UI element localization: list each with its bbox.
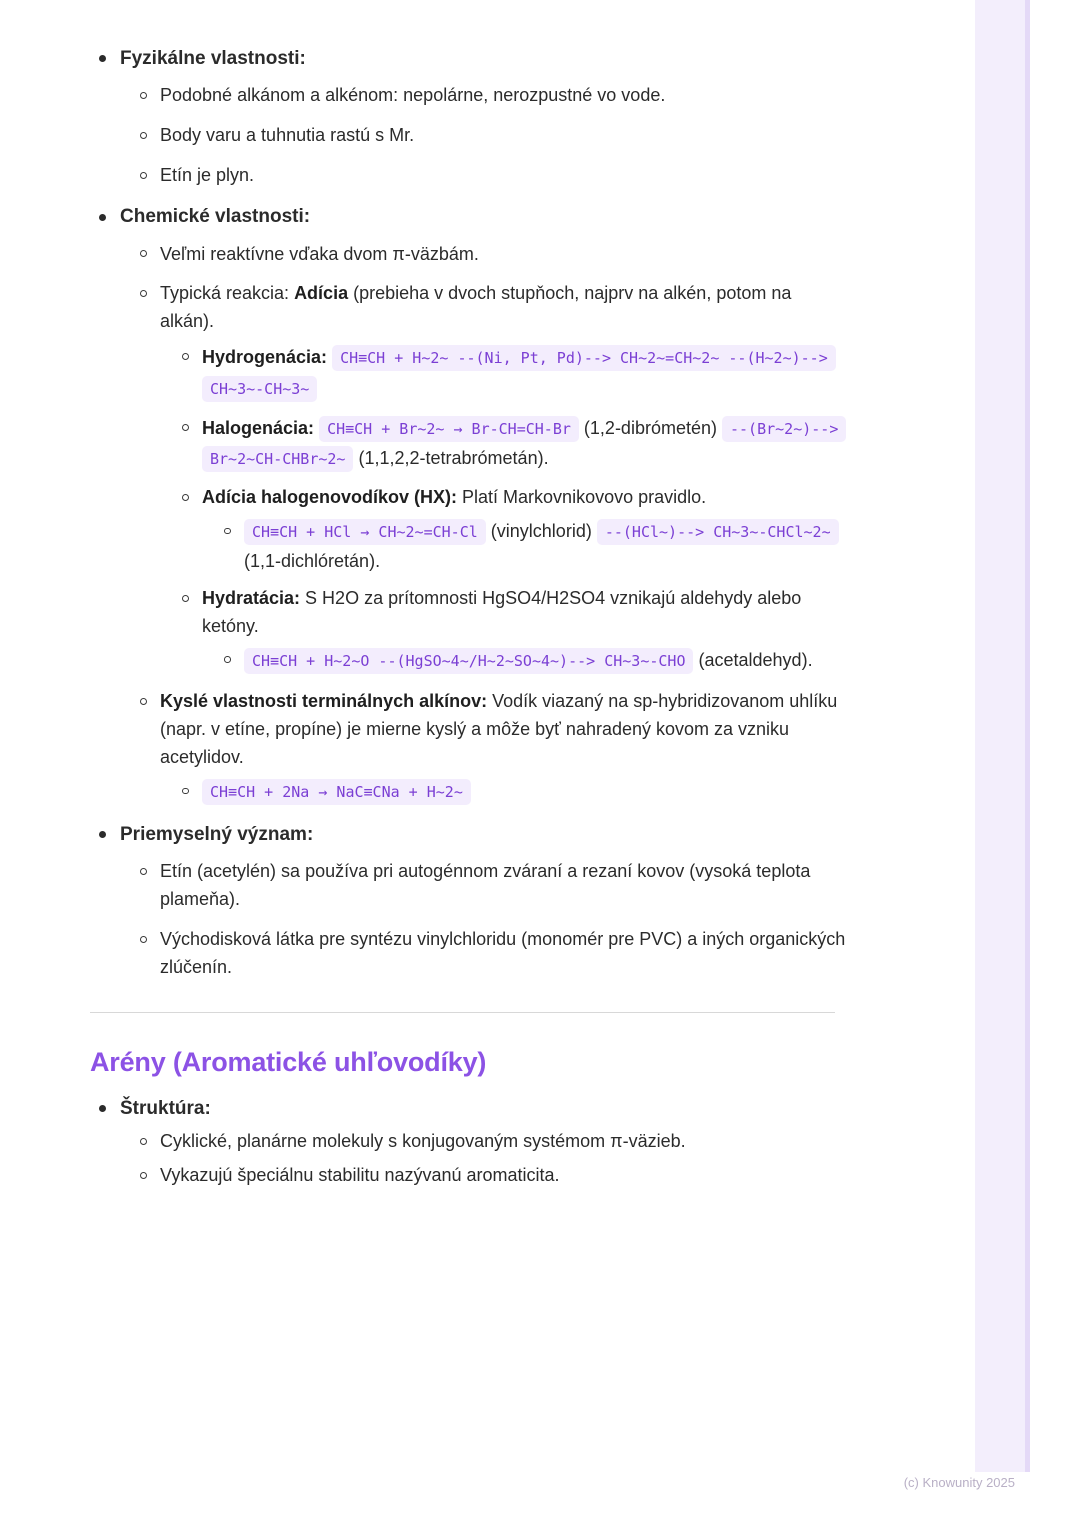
list-item xyxy=(174,777,850,808)
circle-bullet-icon xyxy=(224,656,231,663)
list-item-text: Podobné alkánom a alkénom: nepolárne, nerozpustné vo vode. xyxy=(160,85,666,106)
acidic-properties-text: Vodík viazaný na sp-hybridizovanom uhlíku (napr. v etíne, propíne) je mierne kyslý a môže byť nahradený kovom za vzniku acetylidov. xyxy=(160,691,838,768)
hx-equation-list xyxy=(216,517,850,576)
reaction-name: Hydratácia: xyxy=(202,587,301,608)
section-heading: Štruktúra: xyxy=(120,1097,211,1119)
copyright-watermark: (c) Knowunity 2025 xyxy=(903,1475,1015,1490)
reaction-hx-addition xyxy=(174,484,850,576)
arenes-outline xyxy=(90,1094,850,1190)
outline-root xyxy=(90,44,850,982)
right-margin-edge xyxy=(1025,0,1030,1472)
list-item-text: Vykazujú špeciálnu stabilitu nazývanú aromaticita. xyxy=(160,1165,560,1186)
acidic-equation-list xyxy=(174,777,850,808)
circle-bullet-icon xyxy=(140,250,147,257)
disc-bullet-icon xyxy=(99,831,106,838)
list-item-text: Východisková látka pre syntézu vinylchloridu (monomér pre PVC) a iných organických zlúčenín. xyxy=(160,928,846,977)
circle-bullet-icon xyxy=(140,936,147,943)
reaction-equation: CH≡CH + 2Na → NaC≡CNa + H~2~ xyxy=(202,779,471,805)
circle-bullet-icon xyxy=(140,1172,147,1179)
reaction-product-note: (vinylchlorid) xyxy=(490,521,592,542)
section-arene-structure xyxy=(90,1094,850,1190)
list-item xyxy=(216,517,850,576)
disc-bullet-icon xyxy=(99,55,106,62)
list-item xyxy=(132,82,850,110)
reaction-equation: CH≡CH + Br~2~ → Br-CH=CH-Br xyxy=(319,416,579,442)
reaction-equation-second: --(HCl~)--> CH~3~-CHCl~2~ xyxy=(597,519,839,545)
section-physical-properties xyxy=(90,44,850,190)
disc-bullet-icon xyxy=(99,1105,106,1112)
circle-bullet-icon xyxy=(140,698,147,705)
section-divider xyxy=(90,1012,835,1013)
reaction-type-list xyxy=(174,343,850,676)
reaction-equation: CH≡CH + HCl → CH~2~=CH-Cl xyxy=(244,519,486,545)
list-item xyxy=(132,858,850,914)
reaction-name: Adícia halogenovodíkov (HX): xyxy=(202,487,458,508)
reaction-rule-text: Platí Markovnikovovo pravidlo. xyxy=(457,487,707,508)
section-chemical-properties xyxy=(90,202,850,808)
reaction-description: S H2O za prítomnosti HgSO4/H2SO4 vznikajú aldehydy alebo ketóny. xyxy=(202,587,802,636)
list-item xyxy=(216,646,850,677)
reaction-intro-bold: Adícia xyxy=(294,283,349,304)
list-item xyxy=(132,241,850,269)
chemical-properties-list xyxy=(132,241,850,808)
list-item xyxy=(132,1162,850,1190)
reaction-intro-suffix: (prebieha v dvoch stupňoch, najprv na alkén, potom na alkán). xyxy=(160,283,792,332)
list-item-acidic-properties xyxy=(132,688,850,807)
reaction-product-note: (1,2-dibrómetén) xyxy=(583,417,717,438)
reaction-intro-prefix: Typická reakcia: xyxy=(160,283,295,304)
reaction-product-note-second: (1,1,2,2-tetrabrómetán). xyxy=(358,448,549,469)
industrial-use-list xyxy=(132,858,850,982)
reaction-hydrogenation xyxy=(174,343,850,405)
list-item-text: Body varu a tuhnutia rastú s Mr. xyxy=(160,125,415,146)
acidic-properties-name: Kyslé vlastnosti terminálnych alkínov: xyxy=(160,691,488,712)
circle-bullet-icon xyxy=(140,290,147,297)
page-title-arenes: Arény (Aromatické uhľovodíky) xyxy=(90,1046,487,1077)
arene-structure-list xyxy=(132,1128,850,1190)
right-margin-strip xyxy=(975,0,1025,1472)
circle-bullet-icon xyxy=(182,353,189,360)
document-content xyxy=(90,44,850,1200)
reaction-equation: CH≡CH + H~2~ --(Ni, Pt, Pd)--> CH~2~=CH~2~ --(H~2~)--> CH~3~-CH~3~ xyxy=(202,345,836,402)
reaction-equation-second: --(Br~2~)--> Br~2~CH-CHBr~2~ xyxy=(202,416,846,473)
reaction-product-note-second: (1,1-dichlóretán). xyxy=(244,550,381,571)
reaction-product-note: (acetaldehyd). xyxy=(698,649,813,670)
circle-bullet-icon xyxy=(140,172,147,179)
hydration-equation-list xyxy=(216,646,850,677)
section-heading: Chemické vlastnosti: xyxy=(120,206,311,228)
reaction-halogenation xyxy=(174,414,850,476)
disc-bullet-icon xyxy=(99,214,106,221)
section-heading: Fyzikálne vlastnosti: xyxy=(120,48,306,69)
list-item xyxy=(132,926,850,982)
list-item-text: Etín je plyn. xyxy=(160,165,255,186)
circle-bullet-icon xyxy=(140,92,147,99)
reaction-hydration xyxy=(174,585,850,677)
circle-bullet-icon xyxy=(140,1138,147,1145)
circle-bullet-icon xyxy=(182,788,189,795)
section-industrial-use xyxy=(90,820,850,982)
physical-properties-list xyxy=(132,82,850,190)
circle-bullet-icon xyxy=(224,528,231,535)
list-item xyxy=(132,122,850,150)
list-item-text: Veľmi reaktívne vďaka dvom π-väzbám. xyxy=(160,243,479,264)
circle-bullet-icon xyxy=(182,494,189,501)
reaction-name: Hydrogenácia: xyxy=(202,347,328,368)
list-item-text: Etín (acetylén) sa používa pri autogénnom zváraní a rezaní kovov (vysoká teplota plameňa). xyxy=(160,861,811,910)
circle-bullet-icon xyxy=(182,595,189,602)
list-item-reaction-intro xyxy=(132,280,850,676)
reaction-equation: CH≡CH + H~2~O --(HgSO~4~/H~2~SO~4~)--> CH~3~-CHO xyxy=(244,648,693,674)
reaction-name: Halogenácia: xyxy=(202,417,315,438)
section-heading: Priemyselný význam: xyxy=(120,823,314,845)
list-item xyxy=(132,1128,850,1156)
circle-bullet-icon xyxy=(140,868,147,875)
list-item xyxy=(132,162,850,190)
list-item-text: Cyklické, planárne molekuly s konjugovaným systémom π-väzieb. xyxy=(160,1131,686,1152)
circle-bullet-icon xyxy=(182,424,189,431)
circle-bullet-icon xyxy=(140,132,147,139)
